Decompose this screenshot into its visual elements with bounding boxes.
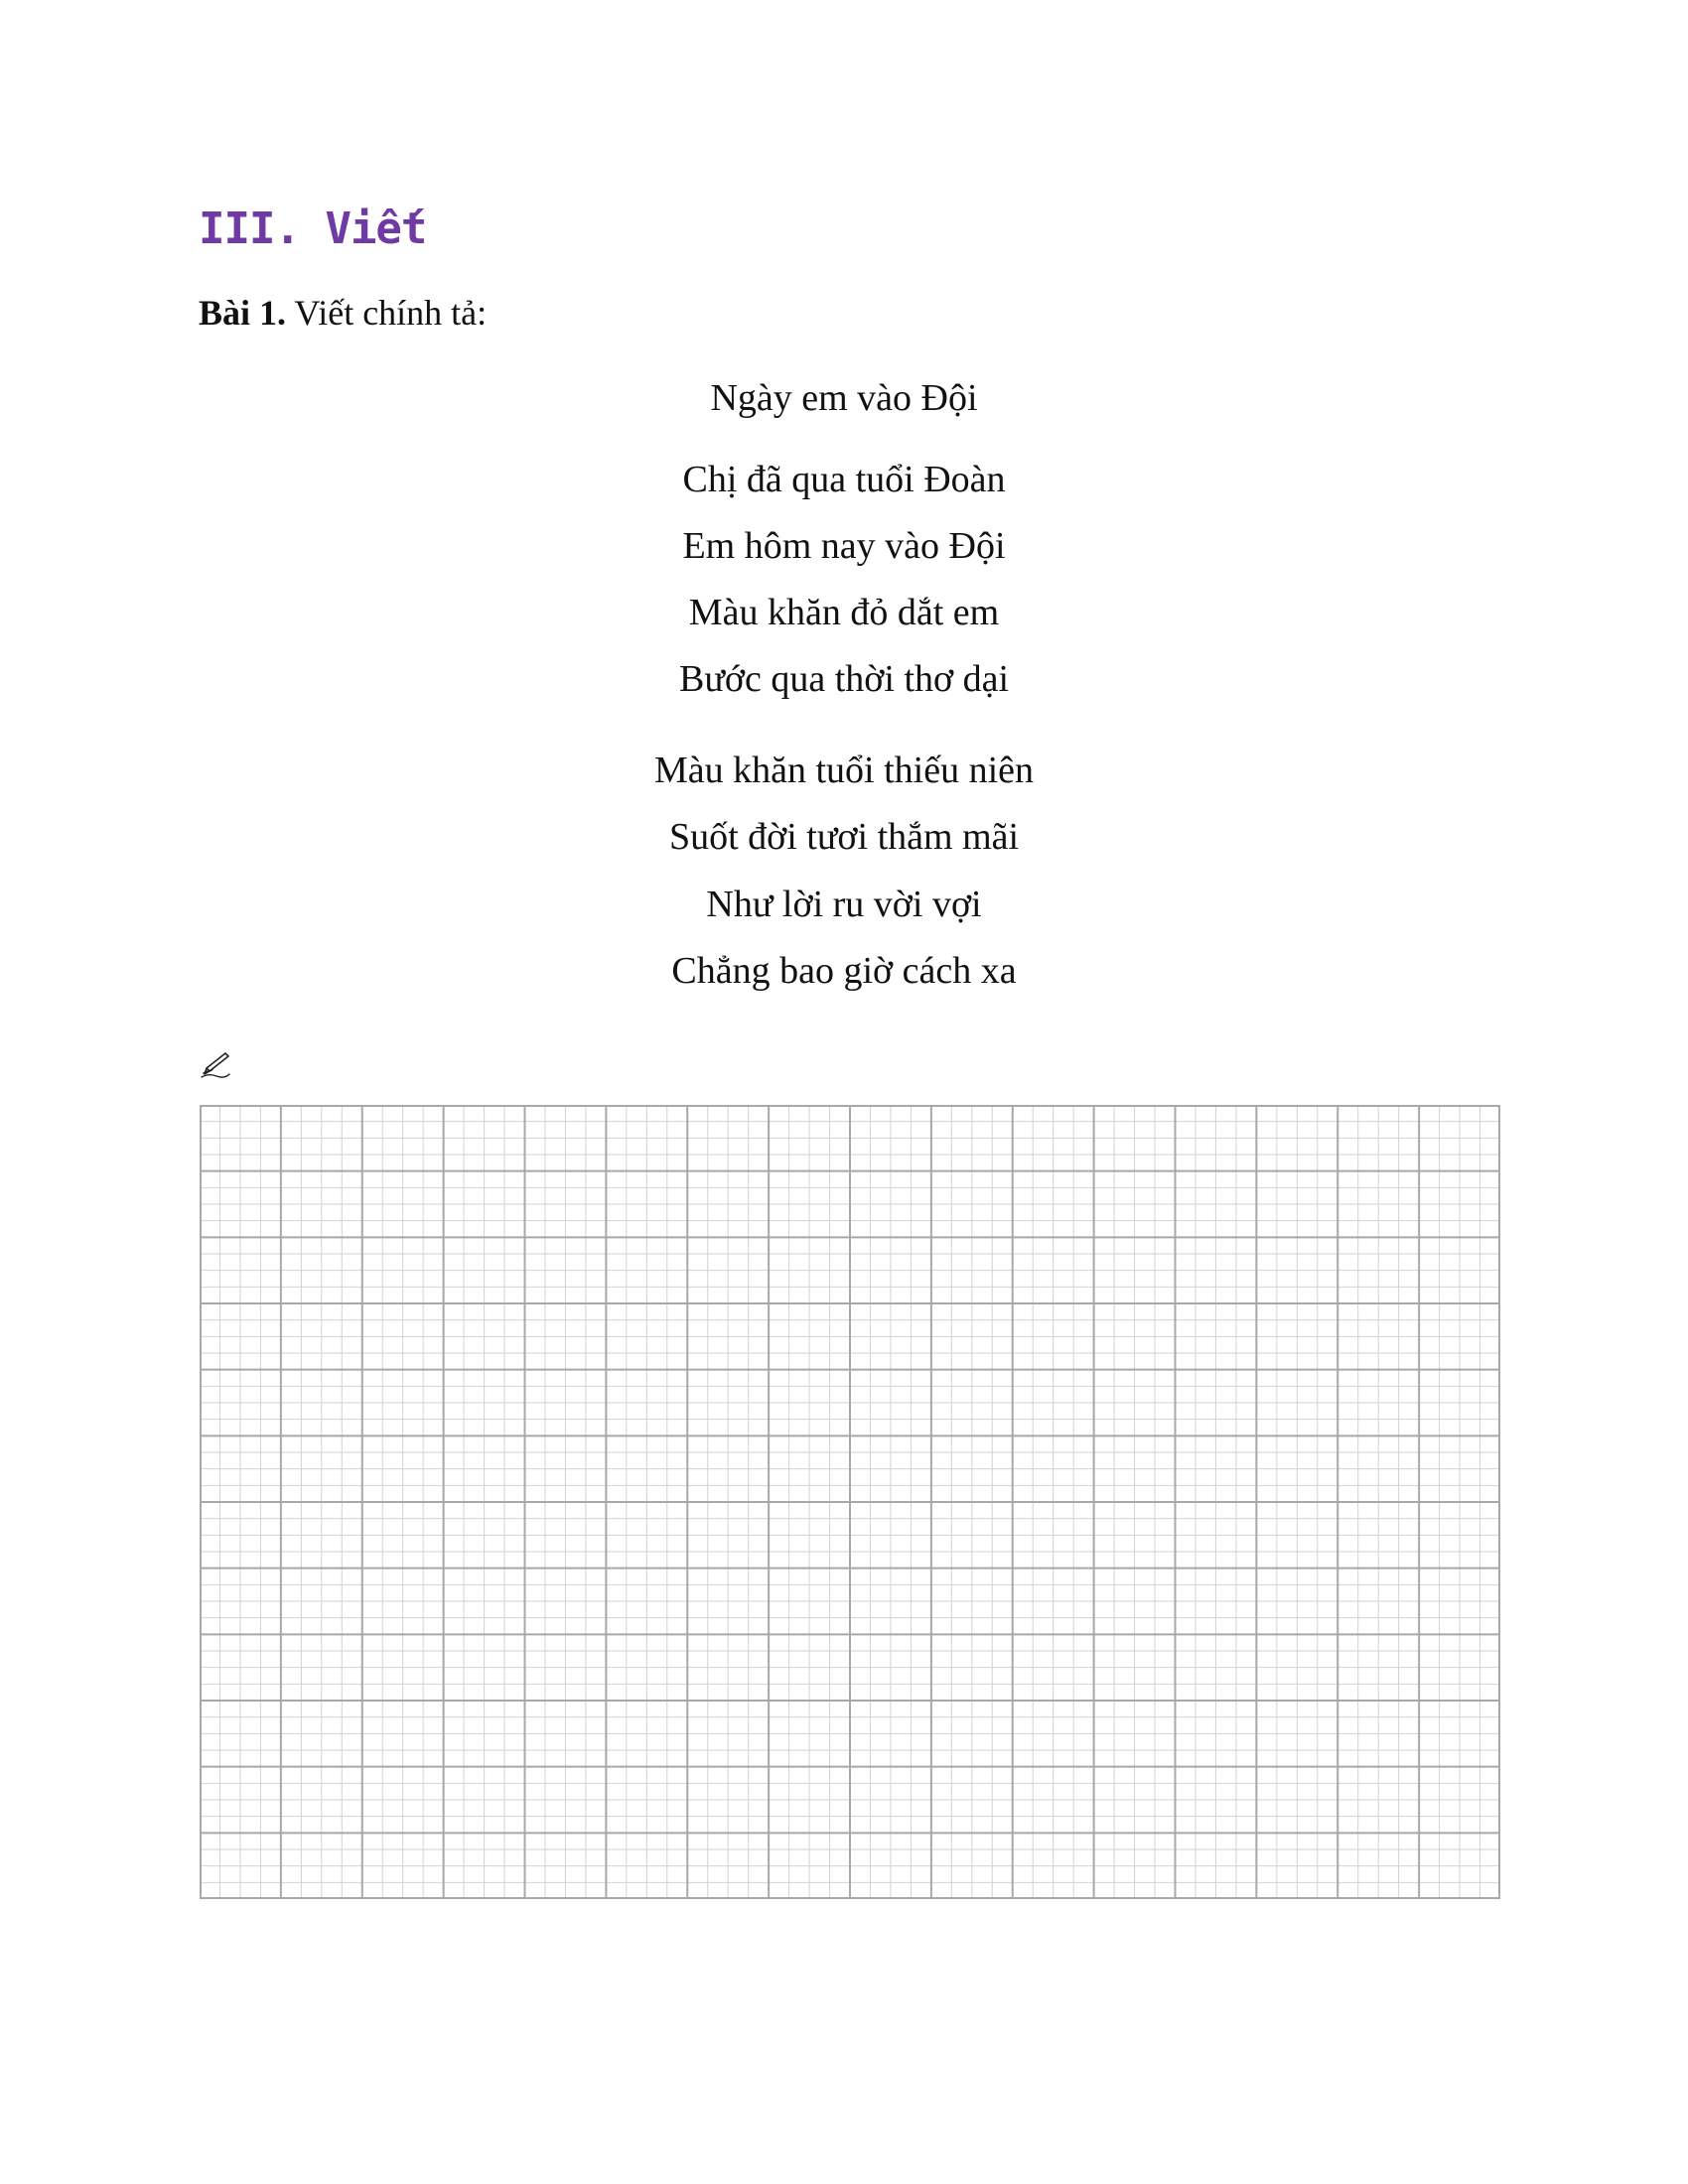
poem-line: Chị đã qua tuổi Đoàn xyxy=(682,459,1006,500)
writing-hand-icon xyxy=(199,1047,232,1081)
poem-line: Bước qua thời thơ dại xyxy=(678,658,1010,700)
poem-line: Màu khăn đỏ dắt em xyxy=(688,592,1000,633)
poem-title: Ngày em vào Đội xyxy=(710,377,978,419)
poem-line: Như lời ru vời vợi xyxy=(706,884,982,925)
exercise-instruction xyxy=(199,288,487,338)
poem-line: Suốt đời tươi thắm mãi xyxy=(668,816,1020,858)
exercise-label: Bài 1. xyxy=(199,293,287,333)
poem-line: Chẳng bao giờ cách xa xyxy=(671,950,1017,992)
poem-line: Màu khăn tuổi thiếu niên xyxy=(653,750,1035,791)
exercise-text: Viết chính tả: xyxy=(294,293,488,333)
handwriting-grid[interactable] xyxy=(200,1105,1500,1899)
section-heading: III. Viết xyxy=(199,204,427,254)
poem-line: Em hôm nay vào Đội xyxy=(682,525,1006,567)
